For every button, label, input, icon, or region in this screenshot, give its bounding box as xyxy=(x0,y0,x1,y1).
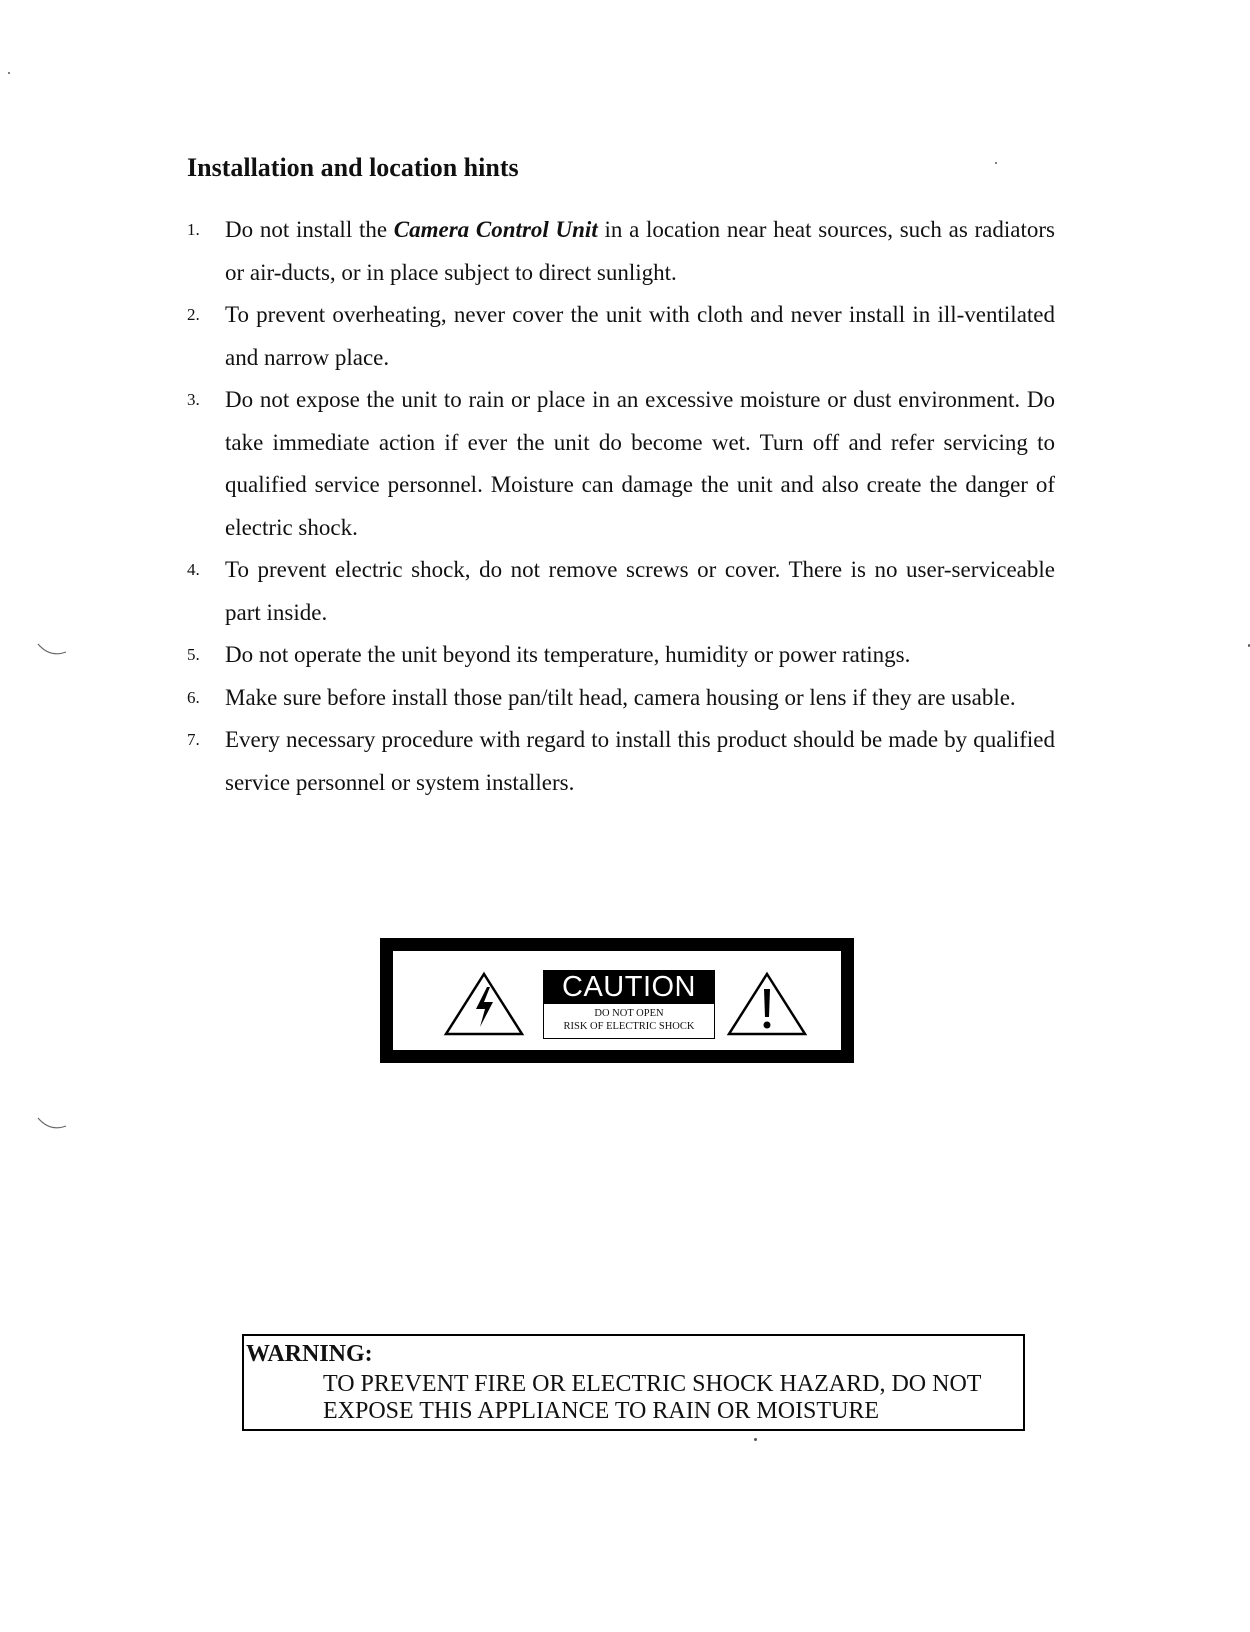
scan-speck xyxy=(754,1438,757,1441)
list-item-text: To prevent overheating, never cover the unit with cloth and never install in ill-ventilated and narrow place. xyxy=(225,302,1055,370)
list-item-number: 4. xyxy=(187,560,200,579)
product-name: Camera Control Unit xyxy=(393,217,598,242)
electric-shock-warning-icon xyxy=(443,971,525,1037)
list-item xyxy=(187,549,1055,634)
caution-line-do-not-open: DO NOT OPEN xyxy=(594,1008,664,1019)
caution-label-inner xyxy=(393,951,841,1050)
list-item xyxy=(187,677,1055,720)
list-item-number: 3. xyxy=(187,390,200,409)
list-item xyxy=(187,294,1055,379)
scan-mark xyxy=(36,640,68,660)
scan-mark xyxy=(36,1114,68,1134)
caution-label xyxy=(380,938,854,1063)
list-item-text: Make sure before install those pan/tilt head, camera housing or lens if they are usable. xyxy=(225,684,1016,710)
warning-text-line: EXPOSE THIS APPLIANCE TO RAIN OR MOISTURE xyxy=(323,1398,880,1424)
list-item-number: 2. xyxy=(187,305,200,324)
warning-label: WARNING: xyxy=(246,1341,373,1367)
caution-center-panel xyxy=(543,970,715,1039)
list-item-text-part: in a location near heat sources, such as radiators or air-ducts, or in place subject to direct sunlight. xyxy=(225,217,1055,285)
list-item-text: To prevent electric shock, do not remove screws or cover. There is no user-serviceable part inside. xyxy=(225,557,1055,625)
hint-list xyxy=(187,209,1055,804)
list-item xyxy=(187,634,1055,677)
list-item-number: 6. xyxy=(187,687,200,707)
page-title: Installation and location hints xyxy=(187,153,519,182)
list-item-text-part: Do not install the xyxy=(225,217,394,242)
list-item xyxy=(187,379,1055,549)
list-item-text: Every necessary procedure with regard to install this product should be made by qualified service personnel or system installers. xyxy=(225,727,1055,795)
list-item-number: 1. xyxy=(187,220,200,239)
list-item-number: 7. xyxy=(187,730,200,749)
list-item-number: 5. xyxy=(187,645,200,664)
list-item-text xyxy=(225,217,1055,285)
scan-speck xyxy=(995,162,997,164)
caution-line-risk: RISK OF ELECTRIC SHOCK xyxy=(563,1021,695,1032)
list-item-text: Do not expose the unit to rain or place in an excessive moisture or dust environment. Do take immediate action if ever the unit do become wet. Turn off and refer servicing to qualified service personnel. Moisture can damage the unit and also create the danger of electric shock. xyxy=(225,387,1055,540)
warning-box xyxy=(242,1334,1025,1431)
list-item xyxy=(187,209,1055,294)
list-item-text: Do not operate the unit beyond its temperature, humidity or power ratings. xyxy=(225,642,911,667)
caution-heading: CAUTION xyxy=(544,971,714,1004)
warning-text-line: TO PREVENT FIRE OR ELECTRIC SHOCK HAZARD, DO NOT xyxy=(323,1371,982,1397)
scan-speck xyxy=(8,72,10,74)
list-item xyxy=(187,719,1055,804)
exclamation-warning-icon xyxy=(726,971,808,1037)
